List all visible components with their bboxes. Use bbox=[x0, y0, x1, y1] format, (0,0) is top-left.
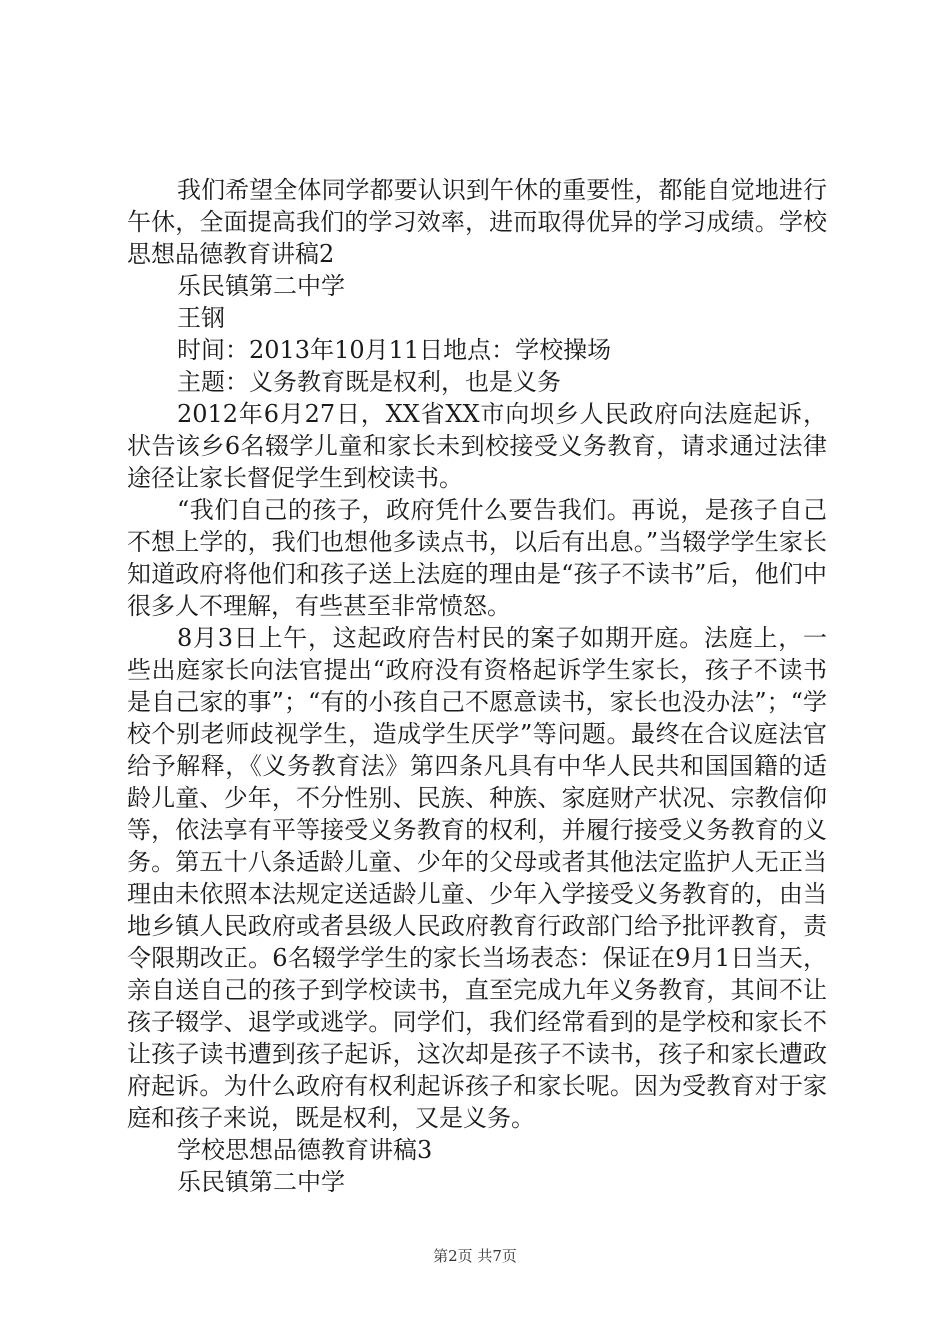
paragraph-school: 乐民镇第二中学 bbox=[177, 272, 345, 300]
paragraph-time-place: 时间：2013年10月11日地点：学校操场 bbox=[177, 336, 612, 364]
paragraph-speech3-title: 学校思想品德教育讲稿3 bbox=[177, 1136, 433, 1164]
paragraph-topic: 主题：义务教育既是权利，也是义务 bbox=[177, 368, 561, 396]
paragraph-lawsuit: 2012年6月27日，XX省XX市向坝乡人民政府向法庭起诉，状告该乡6名辍学儿童和家长未到校接受义务教育，请求通过法律途径让家长督促学生到校读书。 bbox=[127, 400, 827, 492]
paragraph-author: 王钢 bbox=[177, 304, 225, 332]
page-footer: 第2页 共7页 bbox=[433, 1247, 517, 1265]
paragraph-school-2: 乐民镇第二中学 bbox=[177, 1168, 345, 1196]
document-body bbox=[127, 174, 827, 1198]
paragraph-court-hearing: 8月3日上午，这起政府告村民的案子如期开庭。法庭上，一些出庭家长向法官提出“政府没有资格起诉学生家长，孩子不读书是自己家的事”；“有的小孩自己不愿意读书，家长也没办法”；“学校个别老师歧视学生，造成学生厌学”等问题。最终在合议庭法官给予解释，《义务教育法》第四条凡具有中华人民共和国国籍的适龄儿童、少年，不分性别、民族、种族、家庭财产状况、宗教信仰等，依法享有平等接受义务教育的权利，并履行接受义务教育的义务。第五十八条适龄儿童、少年的父母或者其他法定监护人无正当理由未依照本法规定送适龄儿童、少年入学接受义务教育的，由当地乡镇人民政府或者县级人民政府教育行政部门给予批评教育，责令限期改正。6名辍学学生的家长当场表态：保证在9月1日当天，亲自送自己的孩子到学校读书，直至完成九年义务教育，其间不让孩子辍学、退学或逃学。同学们，我们经常看到的是学校和家长不让孩子读书遭到孩子起诉，这次却是孩子不读书，孩子和家长遭政府起诉。为什么政府有权利起诉孩子和家长呢。因为受教育对于家庭和孩子来说，既是权利，又是义务。 bbox=[127, 624, 827, 1132]
paragraph-intro: 我们希望全体同学都要认识到午休的重要性，都能自觉地进行午休，全面提高我们的学习效率，进而取得优异的学习成绩。学校思想品德教育讲稿2 bbox=[127, 176, 827, 268]
paragraph-parents-quote: “我们自己的孩子，政府凭什么要告我们。再说，是孩子自己不想上学的，我们也想他多读点书，以后有出息。”当辍学学生家长知道政府将他们和孩子送上法庭的理由是“孩子不读书”后，他们中很多人不理解，有些甚至非常愤怒。 bbox=[127, 496, 827, 620]
